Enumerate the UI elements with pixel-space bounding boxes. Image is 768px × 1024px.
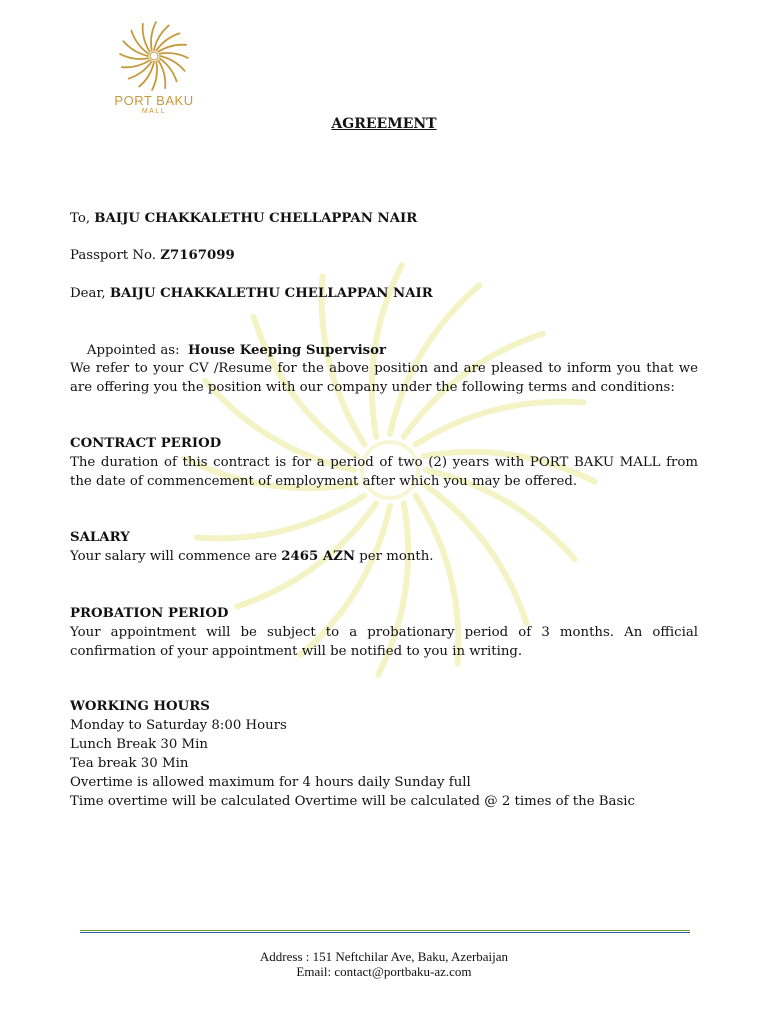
appointed-position: House Keeping Supervisor — [188, 343, 386, 358]
salary-prefix: Your salary will commence are — [70, 549, 282, 564]
to-name: BAIJU CHAKKALETHU CHELLAPPAN NAIR — [94, 211, 418, 226]
passport-label: Passport No. — [70, 248, 161, 263]
salary-text — [70, 547, 698, 566]
contract-section — [70, 434, 698, 491]
dear-line — [70, 284, 433, 303]
footer-address: Address : 151 Neftchilar Ave, Baku, Azerbaijan — [259, 949, 509, 964]
working-hours-line: Overtime is allowed maximum for 4 hours daily Sunday full — [70, 775, 471, 790]
probation-heading: PROBATION PERIOD — [70, 606, 229, 621]
working-hours-heading: WORKING HOURS — [70, 699, 210, 714]
contract-heading: CONTRACT PERIOD — [70, 436, 222, 451]
working-hours-section — [70, 697, 698, 811]
logo-name: PORT BAKU — [114, 93, 194, 108]
working-hours-line: Time overtime will be calculated Overtime will be calculated @ 2 times of the Basic — [70, 794, 636, 809]
document-title: AGREEMENT — [331, 116, 437, 132]
working-hours-line: Monday to Saturday 8:00 Hours — [70, 718, 287, 733]
dear-label: Dear, — [70, 286, 110, 301]
logo-sub: MALL — [141, 108, 167, 115]
working-hours-line: Tea break 30 Min — [70, 756, 189, 771]
contract-text: The duration of this contract is for a period of two (2) years with PORT BAKU MALL from the date of commencement of employment after which you may be offered. — [70, 455, 698, 489]
passport-line — [70, 246, 235, 265]
salary-suffix: per month. — [355, 549, 434, 564]
footer-divider — [80, 930, 690, 933]
to-line — [70, 209, 417, 228]
intro-paragraph: We refer to your CV /Resume for the above position and are pleased to inform you that we are offering you the position with our company under the following terms and conditions: — [70, 361, 698, 395]
passport-number: Z7167099 — [160, 248, 235, 263]
salary-section — [70, 528, 698, 566]
probation-text: Your appointment will be subject to a probationary period of 3 months. An official confirmation of your appointment will be notified to you in writing. — [70, 625, 698, 659]
appointed-label: Appointed as: — [86, 343, 189, 358]
probation-section — [70, 604, 698, 661]
salary-amount: 2465 AZN — [281, 549, 356, 564]
sun-logo-icon — [114, 20, 194, 92]
port-baku-logo — [106, 20, 202, 124]
to-label: To, — [70, 211, 95, 226]
salary-heading: SALARY — [70, 530, 130, 545]
dear-name: BAIJU CHAKKALETHU CHELLAPPAN NAIR — [109, 286, 433, 301]
footer-email: Email: contact@portbaku-az.com — [296, 964, 472, 979]
working-hours-line: Lunch Break 30 Min — [70, 737, 208, 752]
